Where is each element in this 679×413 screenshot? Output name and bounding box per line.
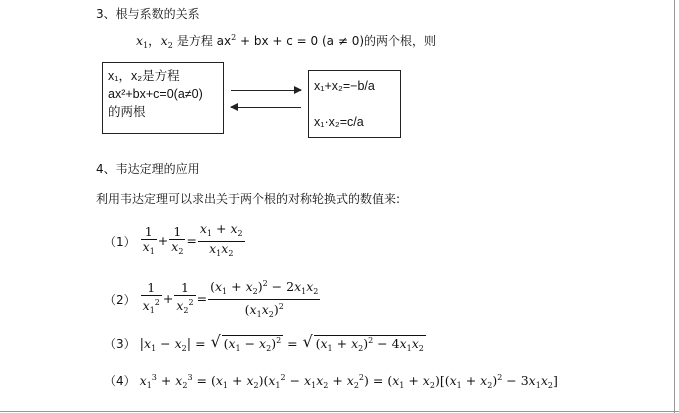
intro-text-b: + bx + c = 0 (a ≠ 0)的两个根，则 bbox=[236, 34, 437, 48]
left-box-line-2: ax²+bx+c=0(a≠0) bbox=[108, 87, 203, 101]
arrow-right-icon bbox=[231, 90, 301, 91]
formula-4: （4） $x_1^3 + x_2^3 = (x_1 + x_2)(x_1^2 - x_1x_2 + x_2^2) = (x_1 + x_2)[(x_1 + x_2)^2 - 3x_1x_2]$ bbox=[104, 373, 558, 390]
formula-2-label: （2） bbox=[104, 293, 136, 307]
right-box-line-2: x₁·x₂=c/a bbox=[314, 115, 364, 129]
formula-2: （2） $\frac{1}{x_1^2}$ + $\frac{1}{x_2^2}$ = $\frac{(x_1 + x_2)^2 - 2x_1x_2}{(x_1x_2)^2}$ bbox=[104, 279, 319, 319]
arrow-left-icon bbox=[231, 107, 301, 108]
page-border-right bbox=[674, 0, 675, 413]
section-3-heading: 3、根与系数的关系 bbox=[96, 7, 200, 21]
section-3-intro: $x_1$，$x_2$ 是方程 $ax^2$ + bx + c = 0 (a ≠ 0)的两个根，则 bbox=[136, 33, 437, 50]
page-border-bottom bbox=[0, 411, 679, 412]
right-box-line-1: x₁+x₂=−b/a bbox=[314, 79, 375, 93]
left-box-line-3: 的两根 bbox=[108, 105, 146, 119]
formula-1: （1） $\frac{1}{x_1}$ + $\frac{1}{x_2}$ = $\frac{x_1 + x_2}{x_1x_2}$ bbox=[104, 221, 243, 258]
formula-3: （3） $|x_1 - x_2|$ = √ $(x_1 - x_2)^2$ = √ $(x_1 + x_2)^2 - 4x_1x_2$ bbox=[104, 335, 426, 353]
formula-1-label: （1） bbox=[104, 235, 136, 249]
section-4-intro: 利用韦达定理可以求出关于两个根的对称轮换式的数值来: bbox=[96, 192, 401, 206]
formula-4-label: （4） bbox=[104, 374, 136, 388]
section-4-heading: 4、韦达定理的应用 bbox=[96, 162, 200, 176]
intro-text-a: 是方程 ax bbox=[176, 34, 232, 48]
left-box-line-1: x₁，x₂是方程 bbox=[108, 69, 180, 83]
roots-definition-box bbox=[102, 62, 224, 134]
vieta-formulas-box bbox=[308, 70, 401, 138]
formula-3-label: （3） bbox=[104, 337, 136, 351]
